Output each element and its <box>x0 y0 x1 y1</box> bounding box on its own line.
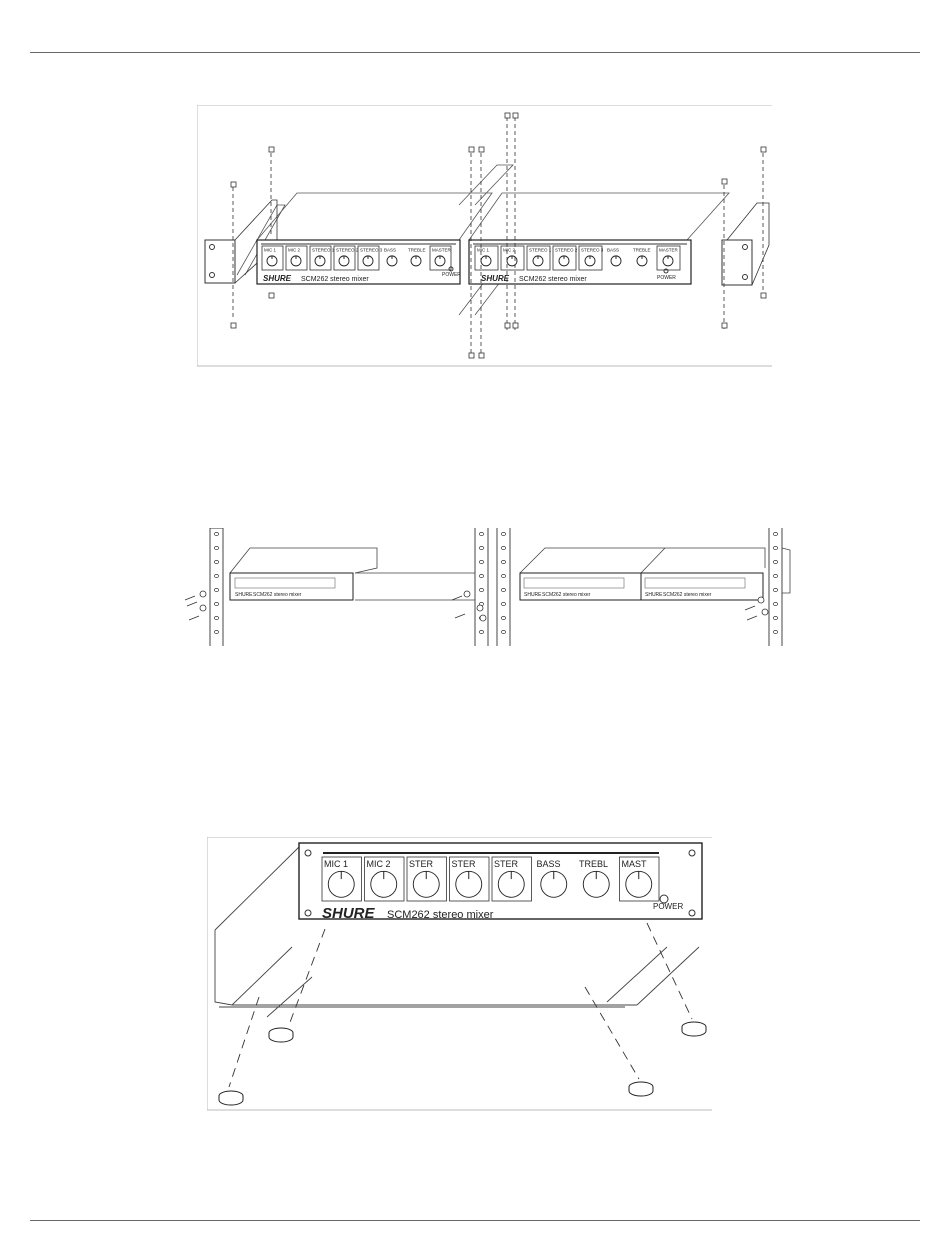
mixer-2-front-panel <box>469 240 691 284</box>
control-label: MIC 1 <box>477 247 490 253</box>
control-label: MAST <box>621 859 647 869</box>
control-label: MIC 1 <box>324 859 349 869</box>
control-label: MIC 2 <box>288 247 301 253</box>
control-label: STEREO 2 <box>336 247 359 253</box>
control-label: STEREO 3 <box>360 247 383 253</box>
rack-unit-3-brand: SHURE <box>645 592 663 598</box>
control-label: STEREO 1 <box>529 247 552 253</box>
rack-unit-3-model: SCM262 stereo mixer <box>663 592 712 598</box>
control-label: STEREO 2 <box>555 247 578 253</box>
control-label: TREBLE <box>408 247 426 253</box>
control-label: MIC 2 <box>366 859 391 869</box>
control-label: STEREO 1 <box>312 247 335 253</box>
rack-installation-illustration <box>175 528 795 648</box>
rack-unit-2-model: SCM262 stereo mixer <box>542 592 591 598</box>
figure3-brand: SHURE <box>322 905 375 922</box>
control-label: TREBLE <box>633 247 651 253</box>
rack-unit-2 <box>520 573 641 600</box>
control-label: TREBL <box>579 859 609 869</box>
control-label: STER <box>494 859 519 869</box>
rack-unit-3 <box>641 573 763 600</box>
figure-rack-installation <box>175 528 795 648</box>
control-label: MASTER <box>659 247 678 253</box>
bottom-rule <box>30 1220 920 1221</box>
mixer-2-power-label: POWER <box>657 275 676 281</box>
control-label: BASS <box>607 247 620 253</box>
top-rule <box>30 52 920 53</box>
mixer-1-front-panel <box>257 240 461 284</box>
control-label: BASS <box>384 247 397 253</box>
mixer-2-model: SCM262 stereo mixer <box>519 276 587 283</box>
control-label: BASS <box>536 859 561 869</box>
control-label: STER <box>451 859 476 869</box>
rack-unit-2-brand: SHURE <box>524 592 542 598</box>
control-label: STEREO 3 <box>581 247 604 253</box>
control-label: STER <box>409 859 434 869</box>
figure3-power-label: POWER <box>653 902 684 911</box>
mixer-1-model: SCM262 stereo mixer <box>301 276 369 283</box>
rubber-feet <box>219 1022 706 1105</box>
figure3-model: SCM262 stereo mixer <box>387 909 494 921</box>
figure3-front-panel <box>299 843 702 922</box>
control-label: MIC 1 <box>264 247 277 253</box>
rubber-feet-illustration <box>207 837 712 1111</box>
screw-group <box>231 113 766 358</box>
control-label: MIC 2 <box>503 247 516 253</box>
figure-rubber-feet <box>207 837 712 1111</box>
mixer-1-power-label: POWER <box>442 272 461 278</box>
control-label: MASTER <box>432 247 451 253</box>
rack-unit-1-brand: SHURE <box>235 592 253 598</box>
mixer-2-brand: SHURE <box>481 274 510 283</box>
rack-unit-1-model: SCM262 stereo mixer <box>253 592 302 598</box>
mixer-1-brand: SHURE <box>263 274 292 283</box>
rack-unit-1 <box>230 573 353 600</box>
rack-kit-illustration <box>197 105 772 367</box>
figure-rack-kit-two-mixers <box>197 105 772 367</box>
